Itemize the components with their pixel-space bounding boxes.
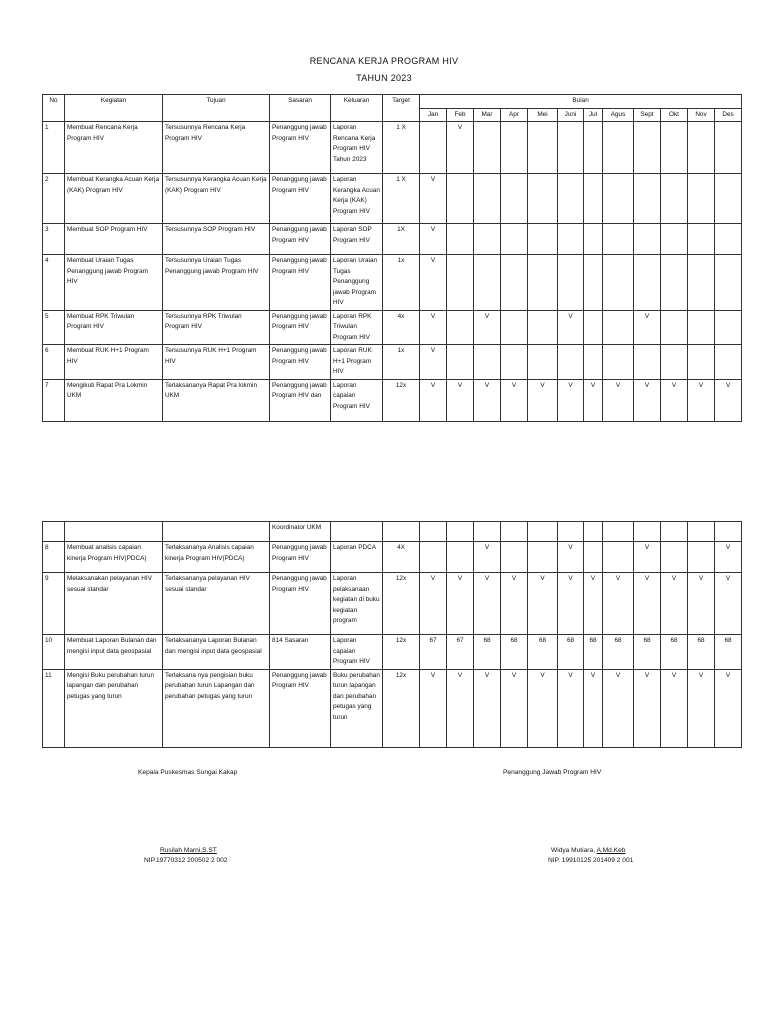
cell-month: V xyxy=(661,669,688,747)
cell-month xyxy=(501,122,528,174)
cell-month xyxy=(584,310,603,345)
cell-month: 68 xyxy=(501,635,528,670)
cell-month: V xyxy=(634,310,661,345)
signature-right-nip: NIP. 19910125 201409 2 001 xyxy=(548,857,634,864)
cell-month xyxy=(584,255,603,311)
cell-month xyxy=(603,255,634,311)
cell-target: 12x xyxy=(383,573,420,635)
cell-keluaran xyxy=(331,522,383,542)
cell-month: V xyxy=(474,310,501,345)
table-row xyxy=(43,310,742,345)
cell-target xyxy=(383,522,420,542)
cell-keluaran: Laporan Rencana Kerja Program HIV Tahun 2023 xyxy=(331,122,383,174)
cell-month xyxy=(715,174,742,224)
cell-tujuan xyxy=(163,522,270,542)
cell-kegiatan: Membuat RPK Triwulan Program HIV xyxy=(65,310,163,345)
cell-month: V xyxy=(634,379,661,421)
cell-sasaran: Penanggung jawab Program HIV xyxy=(270,224,331,255)
cell-month xyxy=(603,345,634,380)
cell-kegiatan: Membuat SOP Program HIV xyxy=(65,224,163,255)
table-row xyxy=(43,522,742,542)
cell-month: V xyxy=(501,379,528,421)
cell-keluaran: Laporan Kerangka Acuan Kerja (KAK) Program HIV xyxy=(331,174,383,224)
cell-month xyxy=(661,174,688,224)
cell-target: 4X xyxy=(383,542,420,573)
signature-left-name: Rusilah Marni,S.ST xyxy=(160,847,217,854)
cell-sasaran: Penanggung jawab Program HIV xyxy=(270,542,331,573)
cell-keluaran: Laporan RUK H+1 Program HIV xyxy=(331,345,383,380)
cell-kegiatan xyxy=(65,522,163,542)
cell-target: 1X xyxy=(383,224,420,255)
cell-month: V xyxy=(715,379,742,421)
cell-month: V xyxy=(447,573,474,635)
header-month: Jul xyxy=(584,108,603,122)
cell-target: 1x xyxy=(383,345,420,380)
cell-month xyxy=(474,522,501,542)
cell-month: V xyxy=(420,310,447,345)
cell-month: V xyxy=(603,669,634,747)
cell-kegiatan: Melaksanakan pelayanan HIV sesuai standar xyxy=(65,573,163,635)
cell-month: 68 xyxy=(528,635,558,670)
cell-tujuan: Terlaksananya Analisis capaian kinerja Program HIV(PDCA) xyxy=(163,542,270,573)
cell-sasaran: Penanggung jawab Program HIV xyxy=(270,310,331,345)
cell-month: 68 xyxy=(715,635,742,670)
cell-sasaran: 814 Sasaran xyxy=(270,635,331,670)
work-plan-table-page1 xyxy=(42,94,742,422)
cell-month xyxy=(715,310,742,345)
cell-month: V xyxy=(634,542,661,573)
cell-month: V xyxy=(528,669,558,747)
cell-no: 6 xyxy=(43,345,65,380)
cell-month: 67 xyxy=(447,635,474,670)
header-month: Agus xyxy=(603,108,634,122)
table-row xyxy=(43,379,742,421)
cell-month xyxy=(528,345,558,380)
cell-month xyxy=(688,345,715,380)
cell-month xyxy=(603,522,634,542)
cell-month xyxy=(447,345,474,380)
cell-month: V xyxy=(501,669,528,747)
cell-kegiatan: Membuat Laporan Bulanan dan mengisi input data geospasial xyxy=(65,635,163,670)
table-row xyxy=(43,255,742,311)
cell-month: V xyxy=(528,573,558,635)
cell-month xyxy=(661,522,688,542)
cell-month xyxy=(584,522,603,542)
cell-month xyxy=(661,542,688,573)
cell-month xyxy=(603,542,634,573)
cell-no: 7 xyxy=(43,379,65,421)
cell-month xyxy=(558,174,584,224)
cell-month xyxy=(474,345,501,380)
cell-month xyxy=(501,345,528,380)
header-sasaran: Sasaran xyxy=(270,95,331,122)
cell-sasaran: Penanggung jawab Program HIV xyxy=(270,255,331,311)
cell-tujuan: Tersusunnya RPK Triwulan Program HIV xyxy=(163,310,270,345)
cell-month: 68 xyxy=(688,635,715,670)
cell-kegiatan: Membuat Kerangka Acuan Kerja (KAK) Program HIV xyxy=(65,174,163,224)
cell-month: V xyxy=(474,573,501,635)
cell-month: V xyxy=(661,379,688,421)
cell-month xyxy=(501,542,528,573)
cell-month xyxy=(584,122,603,174)
cell-sasaran: Koordinator UKM xyxy=(270,522,331,542)
header-month: Mar xyxy=(474,108,501,122)
cell-month xyxy=(528,522,558,542)
cell-month: V xyxy=(474,669,501,747)
cell-month xyxy=(634,255,661,311)
header-month: Mei xyxy=(528,108,558,122)
cell-month: 68 xyxy=(474,635,501,670)
cell-month xyxy=(688,224,715,255)
header-month: Feb xyxy=(447,108,474,122)
cell-month: V xyxy=(715,573,742,635)
cell-month: V xyxy=(420,255,447,311)
header-month: Jan xyxy=(420,108,447,122)
cell-sasaran: Penanggung jawab Program HIV xyxy=(270,345,331,380)
cell-month: V xyxy=(715,542,742,573)
cell-sasaran: Penanggung jawab Program HIV xyxy=(270,573,331,635)
header-month: Sept xyxy=(634,108,661,122)
cell-month xyxy=(474,122,501,174)
table-row xyxy=(43,224,742,255)
cell-month xyxy=(447,542,474,573)
cell-month: V xyxy=(474,379,501,421)
cell-month: V xyxy=(474,542,501,573)
cell-no: 11 xyxy=(43,669,65,747)
cell-month xyxy=(688,122,715,174)
cell-keluaran: Buku perubahan turun lapangan dan perubahan petugas yang turun xyxy=(331,669,383,747)
cell-tujuan: Tersusunnya SOP Program HIV xyxy=(163,224,270,255)
header-no: No xyxy=(43,95,65,122)
cell-month: V xyxy=(558,542,584,573)
cell-month: V xyxy=(688,573,715,635)
document-title: RENCANA KERJA PROGRAM HIV xyxy=(309,56,459,66)
cell-month xyxy=(603,174,634,224)
cell-month xyxy=(528,174,558,224)
cell-month: V xyxy=(420,345,447,380)
cell-month xyxy=(447,224,474,255)
cell-month: 68 xyxy=(558,635,584,670)
cell-tujuan: Terlaksananya Rapat Pra lokmin UKM xyxy=(163,379,270,421)
cell-month xyxy=(603,122,634,174)
cell-sasaran: Penanggung jawab Program HIV xyxy=(270,174,331,224)
cell-tujuan: Tersusunnya RUK H+1 Program HIV xyxy=(163,345,270,380)
cell-month xyxy=(661,224,688,255)
cell-tujuan: Tersusunnya Kerangka Acuan Kerja (KAK) Program HIV xyxy=(163,174,270,224)
cell-month xyxy=(634,122,661,174)
cell-keluaran: Laporan SOP Program HIV xyxy=(331,224,383,255)
cell-sasaran: Penanggung jawab Program HIV dan xyxy=(270,379,331,421)
header-month: Juni xyxy=(558,108,584,122)
table-row xyxy=(43,542,742,573)
cell-month xyxy=(688,310,715,345)
cell-month: 68 xyxy=(603,635,634,670)
cell-kegiatan: Membuat RUK H+1 Program HIV xyxy=(65,345,163,380)
signature-right-name-title: A.Md.Keb xyxy=(596,847,626,854)
cell-month xyxy=(420,522,447,542)
cell-month xyxy=(447,174,474,224)
cell-month xyxy=(715,255,742,311)
header-bulan: Bulan xyxy=(420,95,742,109)
cell-no: 9 xyxy=(43,573,65,635)
cell-month: V xyxy=(420,669,447,747)
cell-month: V xyxy=(688,669,715,747)
table-row xyxy=(43,174,742,224)
cell-target: 12x xyxy=(383,635,420,670)
cell-month xyxy=(715,122,742,174)
cell-target: 1 X xyxy=(383,122,420,174)
cell-month xyxy=(584,174,603,224)
cell-month xyxy=(558,224,584,255)
cell-tujuan: Tersusunnya Rencana Kerja Program HIV xyxy=(163,122,270,174)
table-row xyxy=(43,635,742,670)
cell-month: V xyxy=(420,224,447,255)
cell-month: V xyxy=(558,310,584,345)
cell-month: V xyxy=(634,669,661,747)
cell-month xyxy=(661,345,688,380)
cell-tujuan: Terlaksananya pelayanan HIV sesuai standar xyxy=(163,573,270,635)
cell-month xyxy=(661,122,688,174)
cell-month xyxy=(661,255,688,311)
cell-month xyxy=(634,522,661,542)
header-kegiatan: Kegiatan xyxy=(65,95,163,122)
cell-sasaran: Penanggung jawab Program HIV xyxy=(270,122,331,174)
cell-month: V xyxy=(688,379,715,421)
signature-right-name-prefix: Widya Mutiara, xyxy=(551,847,597,854)
signature-left-nip: NIP.19770312 200502 2 002 xyxy=(144,857,228,864)
cell-month xyxy=(634,174,661,224)
cell-target: 12x xyxy=(383,669,420,747)
cell-month xyxy=(447,310,474,345)
cell-month: V xyxy=(715,669,742,747)
cell-month: V xyxy=(447,669,474,747)
cell-month: V xyxy=(584,573,603,635)
cell-month: V xyxy=(584,379,603,421)
cell-no: 5 xyxy=(43,310,65,345)
header-month: Okt xyxy=(661,108,688,122)
cell-keluaran: Laporan Uraian Tugas Penanggung jawab Program HIV xyxy=(331,255,383,311)
cell-month xyxy=(715,522,742,542)
cell-kegiatan: Mengikuti Rapat Pra Lokmin UKM xyxy=(65,379,163,421)
table-row xyxy=(43,345,742,380)
cell-month: V xyxy=(558,669,584,747)
cell-month: V xyxy=(603,573,634,635)
header-keluaran: Keluaran xyxy=(331,95,383,122)
header-target: Target xyxy=(383,95,420,122)
cell-month xyxy=(447,255,474,311)
cell-target: 1 X xyxy=(383,174,420,224)
cell-no xyxy=(43,522,65,542)
cell-month: 67 xyxy=(420,635,447,670)
cell-month xyxy=(558,522,584,542)
cell-month: V xyxy=(558,379,584,421)
cell-month xyxy=(558,255,584,311)
cell-month xyxy=(501,224,528,255)
cell-kegiatan: Membuat Uraian Tugas Penanggung jawab Program HIV xyxy=(65,255,163,311)
cell-month: V xyxy=(501,573,528,635)
cell-month xyxy=(715,345,742,380)
cell-month: 68 xyxy=(584,635,603,670)
cell-keluaran: Laporan RPK Triwulan Program HIV xyxy=(331,310,383,345)
cell-month xyxy=(528,310,558,345)
cell-month: V xyxy=(447,379,474,421)
cell-month: V xyxy=(447,122,474,174)
cell-kegiatan: Membuat Rencana Kerja Program HIV xyxy=(65,122,163,174)
cell-month: V xyxy=(584,669,603,747)
cell-month xyxy=(558,122,584,174)
cell-month xyxy=(501,255,528,311)
cell-month xyxy=(634,224,661,255)
cell-month xyxy=(501,174,528,224)
cell-keluaran: Laporan PDCA xyxy=(331,542,383,573)
cell-no: 2 xyxy=(43,174,65,224)
cell-month: V xyxy=(661,573,688,635)
cell-month xyxy=(584,542,603,573)
cell-month: 68 xyxy=(634,635,661,670)
cell-target: 4x xyxy=(383,310,420,345)
cell-month xyxy=(603,310,634,345)
work-plan-table-page2 xyxy=(42,521,742,748)
cell-tujuan: Tersusunnya Uraian Tugas Penanggung jawab Program HIV xyxy=(163,255,270,311)
cell-month xyxy=(528,542,558,573)
header-month: Des xyxy=(715,108,742,122)
cell-month xyxy=(528,122,558,174)
cell-month xyxy=(688,174,715,224)
cell-tujuan: Terlaksananya Laporan Bulanan dan mengisi input data geospasial xyxy=(163,635,270,670)
header-month: Apr xyxy=(501,108,528,122)
cell-month xyxy=(688,255,715,311)
cell-month: V xyxy=(558,573,584,635)
cell-no: 8 xyxy=(43,542,65,573)
cell-month: V xyxy=(634,573,661,635)
cell-keluaran: Laporan pelaksanaan kegiatan di buku kegiatan program xyxy=(331,573,383,635)
cell-month xyxy=(688,522,715,542)
cell-month xyxy=(501,522,528,542)
header-month: Nov xyxy=(688,108,715,122)
cell-no: 3 xyxy=(43,224,65,255)
cell-month: V xyxy=(420,573,447,635)
cell-keluaran: Laporan capaian Program HIV xyxy=(331,379,383,421)
cell-kegiatan: Mengisi Buku perubahan turun lapangan dan perubahan petugas yang turun xyxy=(65,669,163,747)
cell-month xyxy=(528,224,558,255)
cell-keluaran: Laporan capaian Program HIV xyxy=(331,635,383,670)
cell-month xyxy=(603,224,634,255)
cell-month xyxy=(661,310,688,345)
table-row xyxy=(43,122,742,174)
cell-month xyxy=(474,255,501,311)
cell-month xyxy=(447,522,474,542)
cell-month xyxy=(558,345,584,380)
cell-month: 68 xyxy=(661,635,688,670)
cell-tujuan: Terlaksana nya pengisian buku perubahan turun Lapangan dan perubahan petugas yang turun xyxy=(163,669,270,747)
cell-month: V xyxy=(603,379,634,421)
cell-sasaran: Penanggung jawab Program HIV xyxy=(270,669,331,747)
cell-no: 4 xyxy=(43,255,65,311)
cell-month xyxy=(501,310,528,345)
cell-month xyxy=(474,224,501,255)
cell-month xyxy=(584,224,603,255)
cell-month: V xyxy=(420,379,447,421)
cell-month xyxy=(715,224,742,255)
cell-month: V xyxy=(528,379,558,421)
cell-month xyxy=(528,255,558,311)
cell-month xyxy=(634,345,661,380)
cell-no: 10 xyxy=(43,635,65,670)
cell-month xyxy=(474,174,501,224)
cell-month: V xyxy=(420,174,447,224)
signature-right-role: Penanggung Jawab Program HIV xyxy=(503,769,602,776)
cell-month xyxy=(420,542,447,573)
signature-left-role: Kepala Puskesmas Sungai Kakap xyxy=(138,769,238,776)
table-row xyxy=(43,573,742,635)
header-tujuan: Tujuan xyxy=(163,95,270,122)
cell-month xyxy=(688,542,715,573)
table-header xyxy=(43,95,742,122)
signature-right-name xyxy=(551,846,625,856)
document-subtitle: TAHUN 2023 xyxy=(356,73,412,83)
cell-kegiatan: Membuat analisis capaian kinerja Program HIV(PDCA) xyxy=(65,542,163,573)
cell-month xyxy=(584,345,603,380)
cell-target: 1x xyxy=(383,255,420,311)
table-row xyxy=(43,669,742,747)
cell-no: 1 xyxy=(43,122,65,174)
cell-target: 12x xyxy=(383,379,420,421)
cell-month xyxy=(420,122,447,174)
